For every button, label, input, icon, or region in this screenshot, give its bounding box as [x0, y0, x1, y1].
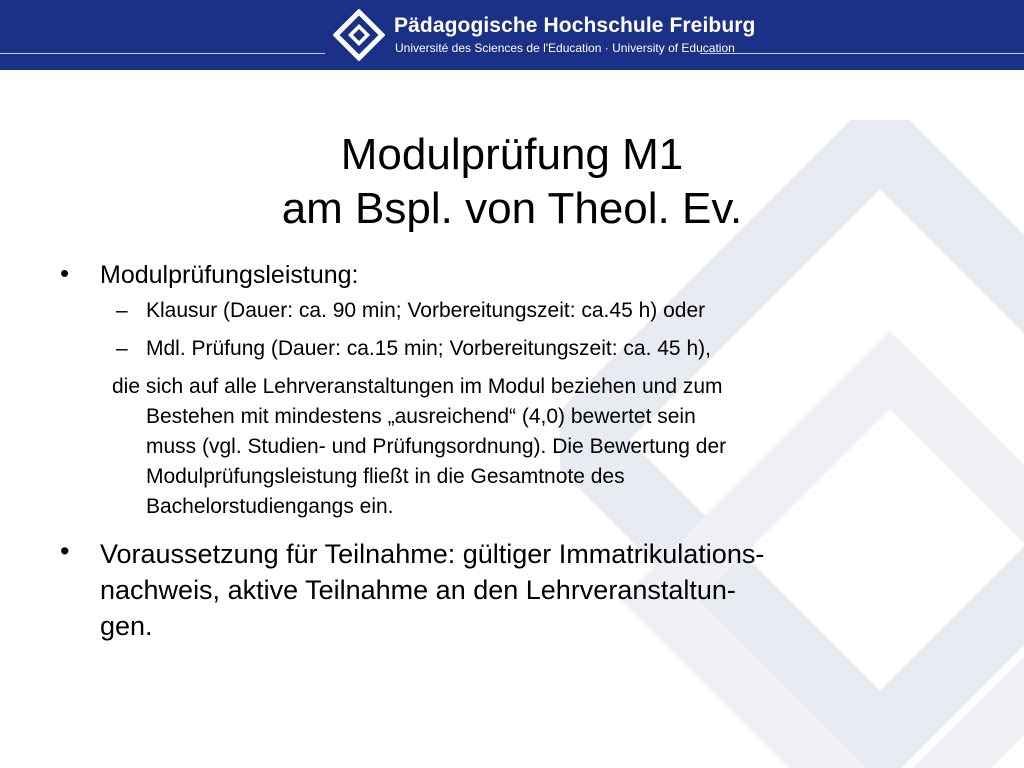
paragraph-line: Bachelorstudiengangs ein.: [146, 495, 394, 518]
description-paragraph: [112, 372, 952, 522]
bullet-text: [100, 536, 960, 644]
header-rule-left: [0, 53, 325, 54]
bullet-glyph: •: [60, 258, 70, 288]
slide-title-line-2: am Bspl. von Theol. Ev.: [281, 184, 743, 233]
sub-item-muendliche-pruefung: [116, 334, 960, 364]
bullet-item-voraussetzung: [60, 536, 960, 644]
institution-subtitle: Université des Sciences de l'Education · University of Education: [395, 41, 735, 55]
bullet-line: gen.: [100, 611, 153, 641]
dash-glyph: –: [116, 299, 128, 322]
bullet-line: Voraussetzung für Teilnahme: gültiger Immatrikulations-: [100, 539, 765, 569]
institution-name: Pädagogische Hochschule Freiburg: [394, 14, 756, 37]
bullet-item-modulpruefungsleistung: [60, 258, 960, 522]
paragraph-line: Modulprüfungsleistung fließt in die Gesamtnote des: [146, 465, 625, 488]
paragraph-line: muss (vgl. Studien- und Prüfungsordnung). Die Bewertung der: [146, 435, 727, 458]
sub-item-klausur: [116, 296, 960, 326]
diamond-logo-icon: [333, 9, 385, 61]
header-rule-right: [700, 53, 1024, 54]
slide-title: [0, 128, 1024, 236]
header-banner: [0, 0, 1024, 70]
dash-glyph: –: [116, 337, 128, 360]
sub-item-text: Klausur (Dauer: ca. 90 min; Vorbereitungszeit: ca.45 h) oder: [146, 299, 706, 322]
paragraph-line: Bestehen mit mindestens „ausreichend“ (4,0) bewertet sein: [146, 405, 696, 428]
bullet-line: nachweis, aktive Teilnahme an den Lehrveranstaltun-: [100, 575, 736, 605]
bullet-glyph: •: [60, 536, 70, 566]
slide-body: [60, 258, 960, 644]
paragraph-line: die sich auf alle Lehrveranstaltungen im Modul beziehen und zum: [112, 375, 723, 398]
sub-item-text: Mdl. Prüfung (Dauer: ca.15 min; Vorbereitungszeit: ca. 45 h),: [146, 337, 711, 360]
bullet-label: Modulprüfungsleistung:: [100, 261, 359, 289]
slide-title-line-1: Modulprüfung M1: [340, 130, 684, 179]
